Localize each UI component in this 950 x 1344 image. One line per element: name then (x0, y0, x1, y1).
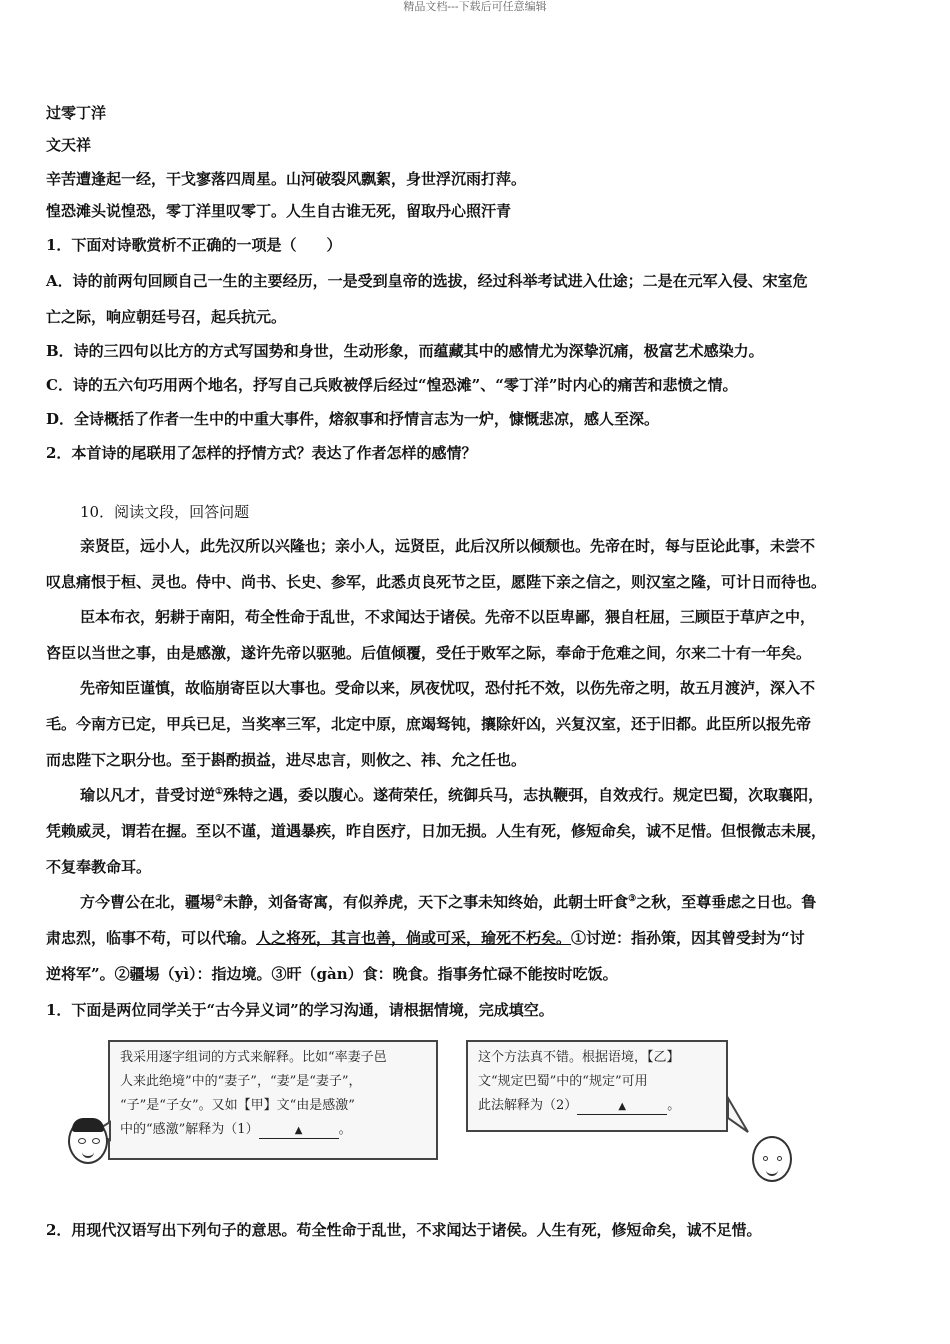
passage-p4-line3: 不复奉教命耳。 (46, 858, 152, 876)
page-header: 精品文档---下载后可任意编辑 (403, 0, 547, 13)
right-speech-bubble (466, 1040, 728, 1132)
passage-p3-line1: 先帝知臣谨慎，故临崩寄臣以大事也。受命以来，夙夜忧叹，恐付托不效，以伤先帝之明，故五月渡泸，深入不 (80, 679, 816, 697)
left-speech-bubble (108, 1040, 438, 1160)
passage-p5-line1 (80, 891, 906, 913)
passage-p2-line1: 臣本布衣，躬耕于南阳，苟全性命于乱世，不求闻达于诸侯。先帝不以臣卑鄙，猥自枉屈，三顾臣于草庐之中， (80, 608, 816, 626)
underlined-sentence: 人之将死，其言也善，倘或可采，瑜死不朽矣。 (256, 929, 572, 947)
smile-icon (766, 1168, 778, 1176)
left-bubble-line1: 我采用逐字组词的方式来解释。比如“率妻子邑 (120, 1050, 387, 1065)
answer-blank-2[interactable] (577, 1100, 667, 1115)
passage-p1-line1: 亲贤臣，远小人，此先汉所以兴隆也；亲小人，远贤臣，此后汉所以倾颓也。先帝在时，每与臣论此事，未尝不 (80, 537, 816, 555)
passage-p4-line1 (80, 784, 906, 806)
footnote-marker-2: ② (215, 894, 224, 904)
passage-p4-line2: 凭赖威灵，谓若在握。至以不谨，道遇暴疾，昨自医疗，日加无损。人生有死，修短命矣，诚不足惜。但恨微志未展， (46, 822, 827, 840)
q10-2-stem: 2．用现代汉语写出下列句子的意思。苟全性命于乱世，不求闻达于诸侯。人生有死，修短命矣，诚不足惜。 (46, 1221, 762, 1239)
left-bubble-line4 (120, 1118, 426, 1142)
passage-p5-line2 (46, 927, 906, 949)
q10-1-stem: 1．下面是两位同学关于“古今异义词”的学习沟通，请根据情境，完成填空。 (46, 1001, 554, 1019)
hair-icon (72, 1118, 104, 1132)
q1-option-b: B．诗的三四句以比方的方式写国势和身世，生动形象，而蕴藏其中的感情尤为深挚沉痛，极富艺术感染力。 (46, 342, 764, 360)
right-bubble-line3-text: 此法解释为（2） (478, 1098, 578, 1113)
passage-p3-line2: 毛。今南方已定，甲兵已足，当奖率三军，北定中原，庶竭驽钝，攘除奸凶，兴复汉室，还于旧都。此臣所以报先帝 (46, 715, 812, 733)
right-bubble-line2: 文“规定巴蜀”中的“规定”可用 (478, 1074, 648, 1089)
p4-text-b: 殊特之遇，委以腹心。遂荷荣任，统御兵马，志执鞭弭，自效戎行。规定巴蜀，次取襄阳， (223, 786, 824, 804)
left-bubble-line4-text: 中的“感激”解释为（1） (120, 1122, 259, 1137)
p4-text-a: 瑜以凡才，昔受讨逆 (80, 786, 216, 804)
right-bubble-line3 (478, 1094, 716, 1118)
q1-option-a-line2: 亡之际，响应朝廷号召，起兵抗元。 (46, 308, 287, 326)
blank-triangle-icon: ▲ (294, 1125, 303, 1136)
passage-p2-line2: 咨臣以当世之事，由是感激，遂许先帝以驱驰。后值倾覆，受任于败军之际，奉命于危难之间，尔来二十有一年矣。 (46, 644, 812, 662)
eye-right-icon (777, 1156, 782, 1161)
left-bubble-period: 。 (338, 1122, 352, 1137)
right-bubble-line1: 这个方法真不错。根据语境，【乙】 (478, 1050, 680, 1065)
answer-blank-1[interactable] (259, 1124, 339, 1139)
footnote-marker-3: ③ (628, 894, 637, 904)
mouth-icon (82, 1150, 94, 1158)
p5-text-c: 之秋，至尊垂虑之日也。鲁 (636, 893, 817, 911)
passage-p5-line3: 逆将军”。②疆埸（yì）：指边境。③旰（gàn）食：晚食。指事务忙碌不能按时吃饭。 (46, 965, 618, 983)
poem-title: 过零丁洋 (46, 104, 107, 122)
right-bubble-period: 。 (667, 1098, 681, 1113)
p5-text-d: 肃忠烈，临事不苟，可以代瑜。 (46, 929, 257, 947)
passage-p3-line3: 而忠陛下之职分也。至于斟酌损益，进尽忠言，则攸之、祎、允之任也。 (46, 751, 527, 769)
footnote-1-text: ①讨逆：指孙策，因其曾受封为“讨 (571, 929, 805, 947)
student-boy-icon (68, 1118, 108, 1164)
q1-option-d: D．全诗概括了作者一生中的中重大事件，熔叙事和抒情言志为一炉，慷慨悲凉，感人至深。 (46, 410, 660, 428)
poem-line-1: 辛苦遭逢起一经，干戈寥落四周星。山河破裂风飘絮，身世浮沉雨打萍。 (46, 170, 527, 188)
eye-left-icon (763, 1156, 768, 1161)
p5-text-a: 方今曹公在北，疆埸 (80, 893, 216, 911)
poem-line-2: 惶恐滩头说惶恐，零丁洋里叹零丁。人生自古谁无死，留取丹心照汗青 (46, 202, 512, 220)
dialogue-illustration (46, 1036, 906, 1194)
right-bubble-tail (726, 1096, 750, 1136)
footnote-marker-1: ① (215, 787, 224, 797)
glasses-right-icon (92, 1138, 100, 1144)
blank-triangle-icon: ▲ (618, 1101, 627, 1112)
p5-text-b: 未静，刘备寄寓，有似养虎，天下之事未知终始，此朝士旰食 (223, 893, 629, 911)
q1-option-a-line1: A．诗的前两句回顾自己一生的主要经历，一是受到皇帝的选拔，经过科举考试进入仕途；二是在元军入侵、宋室危 (46, 272, 808, 290)
q1-stem: 1．下面对诗歌赏析不正确的一项是（ ） (46, 236, 342, 254)
left-bubble-line3: “子”是“子女”。又如【甲】文“由是感激” (120, 1098, 355, 1113)
q1-option-c: C．诗的五六句巧用两个地名，抒写自己兵败被俘后经过“惶恐滩”、“零丁洋”时内心的痛苦和悲愤之情。 (46, 376, 738, 394)
left-bubble-line2: 人来此绝境”中的“妻子”，“妻”是“妻子”， (120, 1074, 362, 1089)
student-girl-icon (752, 1136, 792, 1182)
section-10-heading: 10．阅读文段，回答问题 (80, 503, 250, 521)
passage-p1-line2: 叹息痛恨于桓、灵也。侍中、尚书、长史、参军，此悉贞良死节之臣，愿陛下亲之信之，则汉室之隆，可计日而待也。 (46, 573, 827, 591)
q2-stem: 2．本首诗的尾联用了怎样的抒情方式？表达了作者怎样的感情？ (46, 444, 477, 462)
glasses-left-icon (78, 1138, 86, 1144)
poem-author: 文天祥 (46, 136, 92, 154)
